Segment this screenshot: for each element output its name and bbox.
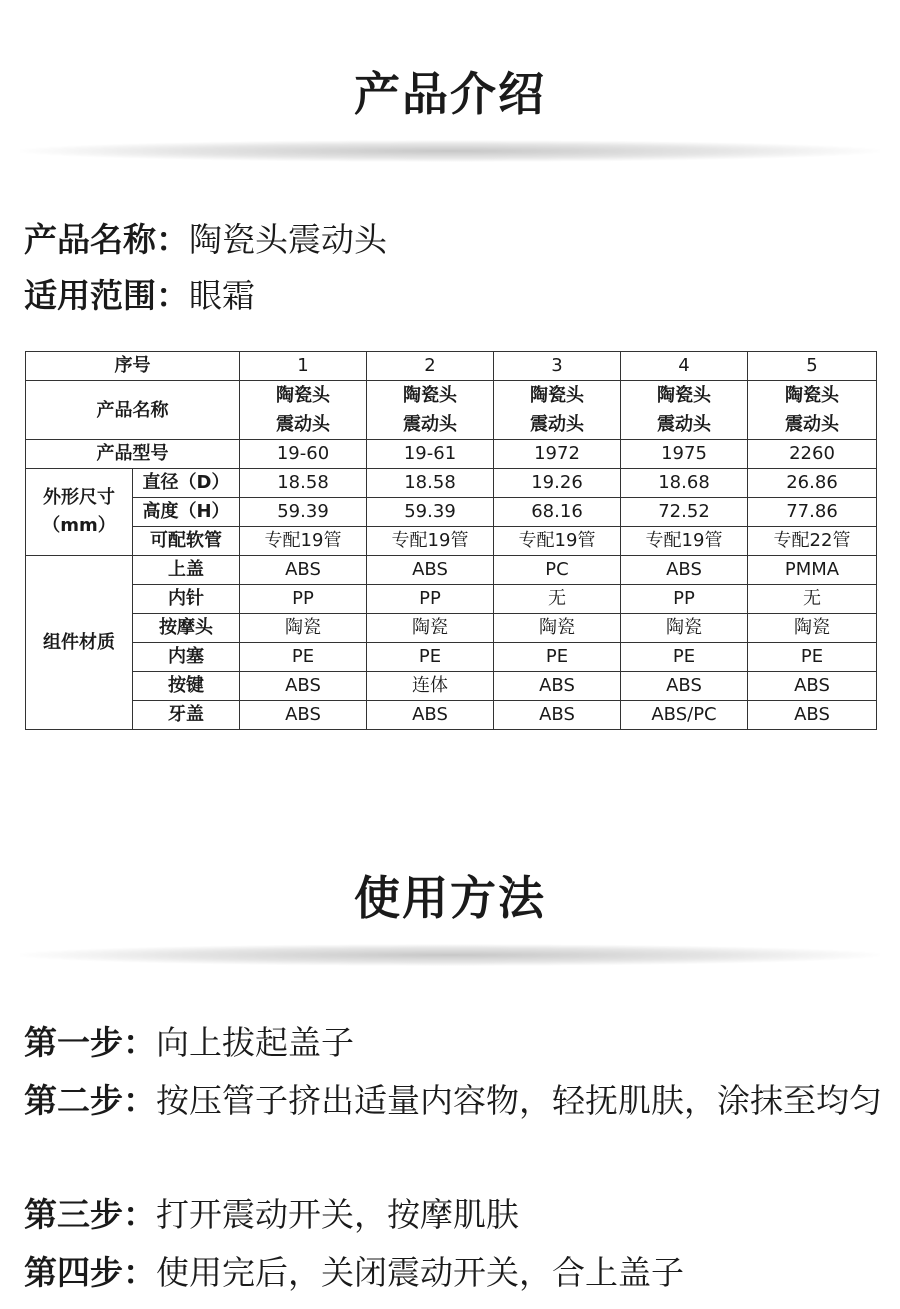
table-cell: 59.39 [240, 498, 367, 527]
table-cell: 无 [494, 585, 621, 614]
material-header: 内针 [133, 585, 240, 614]
step-text: 使用完后，关闭震动开关，合上盖子 [156, 1253, 684, 1292]
table-cell: 陶瓷头 震动头 [494, 381, 621, 440]
table-row [26, 585, 877, 614]
column-number: 5 [748, 352, 877, 381]
usage-step [24, 1245, 884, 1301]
material-header: 内塞 [133, 643, 240, 672]
table-cell: PE [240, 643, 367, 672]
usage-step [24, 1073, 884, 1129]
table-cell: 专配22管 [748, 527, 877, 556]
table-cell: PP [367, 585, 494, 614]
table-cell: 68.16 [494, 498, 621, 527]
table-cell: 72.52 [621, 498, 748, 527]
product-name-line [24, 220, 387, 260]
table-cell: ABS [494, 701, 621, 730]
table-cell: 专配19管 [621, 527, 748, 556]
table-row [26, 469, 877, 498]
table-row [26, 556, 877, 585]
table-cell: ABS [621, 556, 748, 585]
table-cell: PE [748, 643, 877, 672]
table-cell: 19-61 [367, 440, 494, 469]
table-row [26, 672, 877, 701]
table-cell: 18.58 [367, 469, 494, 498]
table-cell: 陶瓷头 震动头 [367, 381, 494, 440]
table-cell: ABS/PC [621, 701, 748, 730]
step-label: 第四步： [24, 1253, 156, 1292]
table-cell: 陶瓷头 震动头 [621, 381, 748, 440]
table-row [26, 381, 877, 440]
table-cell: ABS [748, 701, 877, 730]
table-cell: 19-60 [240, 440, 367, 469]
material-header: 牙盖 [133, 701, 240, 730]
table-cell: 18.68 [621, 469, 748, 498]
usage-section-title: 使用方法 [354, 871, 546, 925]
model-row-header: 产品型号 [26, 440, 240, 469]
table-row [26, 352, 877, 381]
material-header: 上盖 [133, 556, 240, 585]
name-row-header: 产品名称 [26, 381, 240, 440]
step-text: 向上拔起盖子 [156, 1023, 354, 1062]
seq-header: 序号 [26, 352, 240, 381]
table-cell: 2260 [748, 440, 877, 469]
table-cell: PC [494, 556, 621, 585]
step-text: 打开震动开关，按摩肌肤 [156, 1195, 519, 1234]
table-cell: ABS [240, 556, 367, 585]
table-row [26, 614, 877, 643]
table-cell: ABS [494, 672, 621, 701]
spec-table [25, 351, 877, 730]
table-cell: PE [494, 643, 621, 672]
usage-step [24, 1015, 884, 1071]
table-cell: 陶瓷 [748, 614, 877, 643]
diameter-header: 直径（D） [133, 469, 240, 498]
table-cell: 无 [748, 585, 877, 614]
column-number: 2 [367, 352, 494, 381]
table-cell: PMMA [748, 556, 877, 585]
table-cell: 连体 [367, 672, 494, 701]
table-row [26, 498, 877, 527]
usage-scope-label: 适用范围： [24, 276, 189, 315]
table-cell: 陶瓷 [494, 614, 621, 643]
table-cell: ABS [621, 672, 748, 701]
table-cell: ABS [367, 556, 494, 585]
table-cell: 1975 [621, 440, 748, 469]
table-cell: 专配19管 [240, 527, 367, 556]
usage-scope-line [24, 276, 255, 316]
column-number: 4 [621, 352, 748, 381]
table-cell: 陶瓷 [367, 614, 494, 643]
table-cell: 陶瓷 [621, 614, 748, 643]
title-divider-shadow [20, 944, 880, 966]
product-name-value: 陶瓷头震动头 [189, 220, 387, 259]
size-group-header: 外形尺寸 （mm） [26, 469, 133, 556]
usage-scope-value: 眼霜 [189, 276, 255, 315]
table-cell: 18.58 [240, 469, 367, 498]
step-label: 第二步： [24, 1081, 156, 1120]
table-cell: 1972 [494, 440, 621, 469]
usage-step [24, 1187, 884, 1243]
table-cell: ABS [240, 701, 367, 730]
table-cell: 陶瓷头 震动头 [748, 381, 877, 440]
material-header: 按键 [133, 672, 240, 701]
step-label: 第三步： [24, 1195, 156, 1234]
height-header: 高度（H） [133, 498, 240, 527]
tube-header: 可配软管 [133, 527, 240, 556]
table-cell: PP [240, 585, 367, 614]
table-cell: 陶瓷头 震动头 [240, 381, 367, 440]
product-name-label: 产品名称： [24, 220, 189, 259]
step-label: 第一步： [24, 1023, 156, 1062]
table-cell: 77.86 [748, 498, 877, 527]
table-cell: ABS [367, 701, 494, 730]
table-cell: ABS [240, 672, 367, 701]
table-cell: 专配19管 [367, 527, 494, 556]
column-number: 3 [494, 352, 621, 381]
step-text: 按压管子挤出适量内容物，轻抚肌肤，涂抹至均匀 [156, 1081, 882, 1120]
table-row [26, 440, 877, 469]
table-cell: PP [621, 585, 748, 614]
table-cell: 19.26 [494, 469, 621, 498]
material-group-header: 组件材质 [26, 556, 133, 730]
table-cell: PE [367, 643, 494, 672]
material-header: 按摩头 [133, 614, 240, 643]
table-cell: 59.39 [367, 498, 494, 527]
table-cell: PE [621, 643, 748, 672]
intro-section-title: 产品介绍 [354, 67, 546, 121]
table-cell: 26.86 [748, 469, 877, 498]
title-divider-shadow [20, 140, 880, 162]
table-row [26, 643, 877, 672]
table-cell: 陶瓷 [240, 614, 367, 643]
table-row [26, 527, 877, 556]
table-row [26, 701, 877, 730]
table-cell: 专配19管 [494, 527, 621, 556]
table-cell: ABS [748, 672, 877, 701]
column-number: 1 [240, 352, 367, 381]
